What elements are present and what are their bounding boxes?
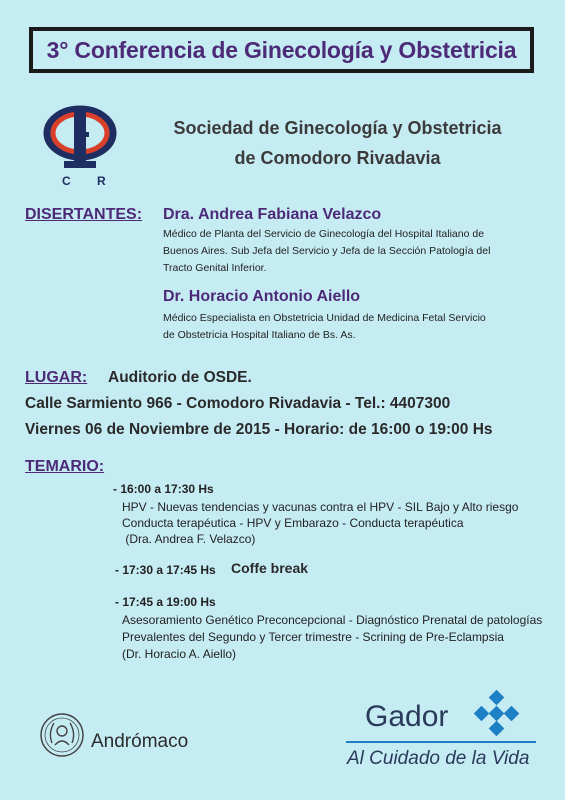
speaker-1-bio-line2: Buenos Aires. Sub Jefa del Servicio y Jefa de la Sección Patología del xyxy=(163,245,491,257)
andromaco-logo-text: Andrómaco xyxy=(91,731,189,752)
gador-divider xyxy=(346,741,536,743)
society-logo-icon xyxy=(40,100,130,195)
event-datetime: Viernes 06 de Noviembre de 2015 - Horario: de 16:00 o 19:00 Hs xyxy=(25,421,493,438)
agenda-time-3: - 17:45 a 19:00 Hs xyxy=(115,595,216,609)
gador-brand: Gador xyxy=(365,700,449,733)
logo-letter-r: R xyxy=(97,174,106,188)
society-name-line1: Sociedad de Ginecología y Obstetricia xyxy=(173,118,502,138)
speaker-2-name: Dr. Horacio Antonio Aiello xyxy=(163,288,361,305)
agenda-1-line3: (Dra. Andrea F. Velazco) xyxy=(122,532,256,546)
venue-label: LUGAR: xyxy=(25,369,88,386)
agenda-1-line2: Conducta terapéutica - HPV y Embarazo - Conducta terapéutica xyxy=(122,516,464,530)
gador-tagline: Al Cuidado de la Vida xyxy=(347,748,530,769)
andromaco-emblem xyxy=(38,711,86,764)
society-logo xyxy=(40,100,130,195)
agenda-1-line1: HPV - Nuevas tendencias y vacunas contra el HPV - SIL Bajo y Alto riesgo xyxy=(122,500,519,514)
venue-address: Calle Sarmiento 966 - Comodoro Rivadavia - Tel.: 4407300 xyxy=(25,395,451,412)
agenda-3-line3: (Dr. Horacio A. Aiello) xyxy=(122,647,237,661)
logo-letter-c: C xyxy=(62,174,71,188)
speaker-2-bio-line2: de Obstetricia Hospital Italiano de Bs. As. xyxy=(163,329,356,341)
speaker-2-bio-line1: Médico Especialista en Obstetricia Unidad de Medicina Fetal Servicio xyxy=(163,312,486,324)
laurel-emblem-icon xyxy=(38,711,86,759)
speaker-1-name: Dra. Andrea Fabiana Velazco xyxy=(163,206,382,223)
gador-cross-icon xyxy=(473,690,521,738)
coffee-break: Coffe break xyxy=(231,560,309,576)
agenda-time-1: - 16:00 a 17:30 Hs xyxy=(113,482,214,496)
society-name-line2: de Comodoro Rivadavia xyxy=(234,148,441,168)
agenda-time-2: - 17:30 a 17:45 Hs xyxy=(115,563,216,577)
speaker-1-bio-line3: Tracto Genital Inferior. xyxy=(163,262,267,274)
gador-cross-emblem xyxy=(473,690,521,743)
agenda-3-line1: Asesoramiento Genético Preconcepcional - Diagnóstico Prenatal de patologías xyxy=(122,613,543,627)
venue-name: Auditorio de OSDE. xyxy=(108,369,252,386)
agenda-3-line2: Prevalentes del Segundo y Tercer trimestre - Scrining de Pre-Eclampsia xyxy=(122,630,504,644)
speakers-label: DISERTANTES: xyxy=(25,206,143,223)
agenda-label: TEMARIO: xyxy=(25,458,105,475)
page-title: 3° Conferencia de Ginecología y Obstetricia xyxy=(46,37,517,63)
speaker-1-bio-line1: Médico de Planta del Servicio de Ginecología del Hospital Italiano de xyxy=(163,228,485,240)
